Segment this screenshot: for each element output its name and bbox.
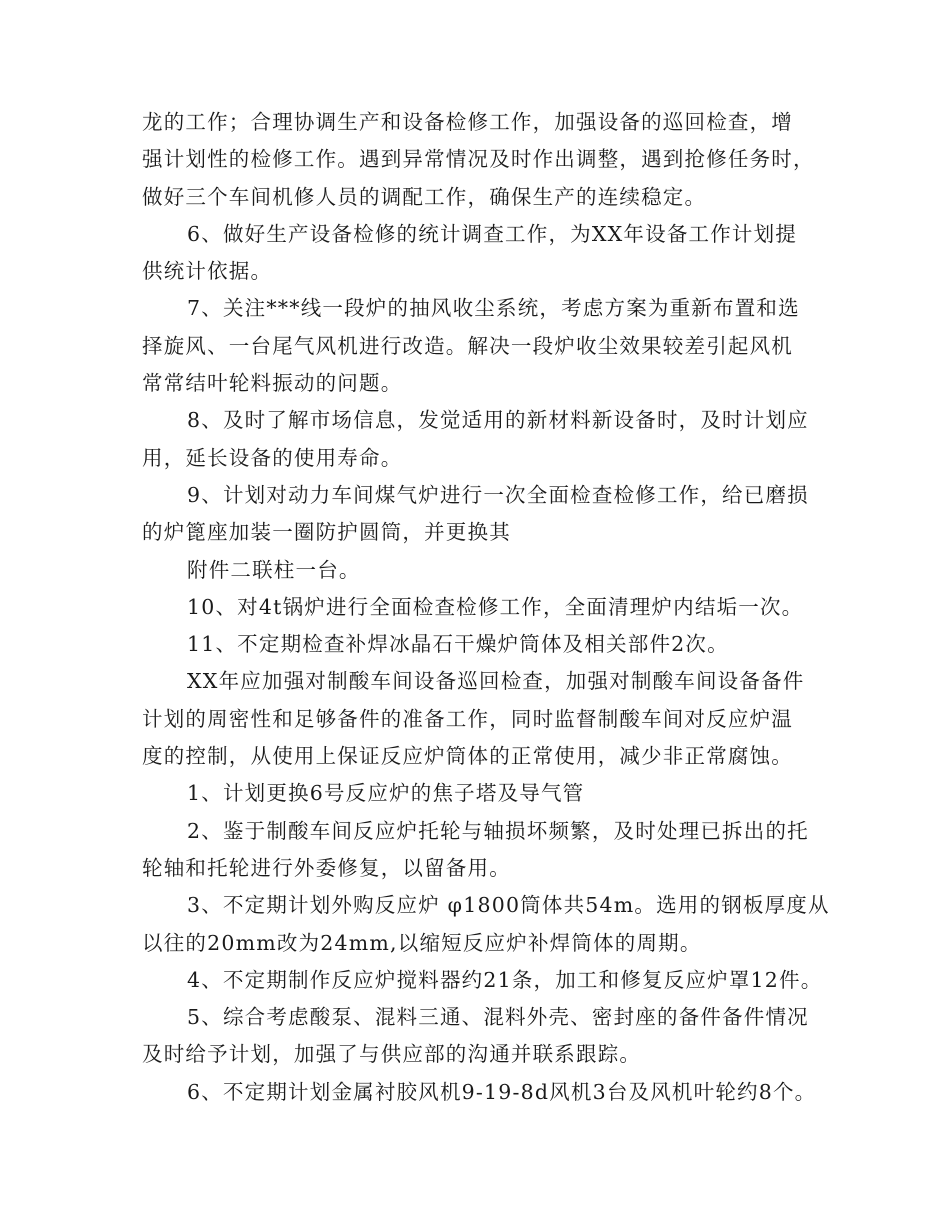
text-line: 轮轴和托轮进行外委修复，以留备用。 xyxy=(142,855,511,880)
text-line: 龙的工作；合理协调生产和设备检修工作，加强设备的巡回检查，增 xyxy=(142,110,793,134)
text-line: 附件二联柱一台。 xyxy=(187,557,361,582)
text-line: 以往的20mm改为24mm,以缩短反应炉补焊筒体的周期。 xyxy=(142,930,702,955)
text-line: 6、做好生产设备检修的统计调查工作，为XX年设备工作计划提 xyxy=(187,221,798,246)
text-line: 1、计划更换6号反应炉的焦子塔及导气管 xyxy=(187,781,585,806)
document-body xyxy=(142,104,830,1111)
text-line: 4、不定期制作反应炉搅料器约21条，加工和修复反应炉罩12件。 xyxy=(187,967,823,992)
text-line: 用，延长设备的使用寿命。 xyxy=(142,445,403,470)
text-line: 11、不定期检查补焊冰晶石干燥炉筒体及相关部件2次。 xyxy=(187,632,729,657)
text-line: 强计划性的检修工作。遇到异常情况及时作出调整，遇到抢修任务时， xyxy=(142,147,815,172)
text-line: 供统计依据。 xyxy=(142,259,273,284)
text-line: XX年应加强对制酸车间设备巡回检查，加强对制酸车间设备备件 xyxy=(187,669,805,694)
text-line: 的炉篦座加装一圈防护圆筒，并更换其 xyxy=(142,520,511,545)
text-line: 做好三个车间机修人员的调配工作，确保生产的连续稳定。 xyxy=(142,184,707,209)
text-line: 计划的周密性和足够备件的准备工作，同时监督制酸车间对反应炉温 xyxy=(142,706,793,731)
text-line: 6、不定期计划金属衬胶风机9-19-8d风机3台及风机叶轮约8个。 xyxy=(187,1079,817,1104)
text-line: 10、对4t锅炉进行全面检查检修工作，全面清理炉内结垢一次。 xyxy=(187,594,804,619)
text-line: 7、关注***线一段炉的抽风收尘系统，考虑方案为重新布置和选 xyxy=(187,296,800,321)
text-line: 度的控制，从使用上保证反应炉筒体的正常使用，减少非正常腐蚀。 xyxy=(142,744,793,769)
text-line: 5、综合考虑酸泵、混料三通、混料外壳、密封座的备件备件情况 xyxy=(187,1005,809,1030)
text-line: 常常结叶轮料振动的问题。 xyxy=(142,371,403,396)
text-line: 2、鉴于制酸车间反应炉托轮与轴损坏频繁，及时处理已拆出的托 xyxy=(187,818,809,843)
text-line: 8、及时了解市场信息，发觉适用的新材料新设备时，及时计划应 xyxy=(187,408,809,433)
text-line: 择旋风、一台尾气风机进行改造。解决一段炉收尘效果较差引起风机 xyxy=(142,333,793,358)
text-line: 及时给予计划，加强了与供应部的沟通并联系跟踪。 xyxy=(142,1042,642,1067)
text-line: 3、不定期计划外购反应炉 φ1800筒体共54m。选用的钢板厚度从 xyxy=(187,893,830,918)
text-line: 9、计划对动力车间煤气炉进行一次全面检查检修工作，给已磨损 xyxy=(187,482,809,507)
